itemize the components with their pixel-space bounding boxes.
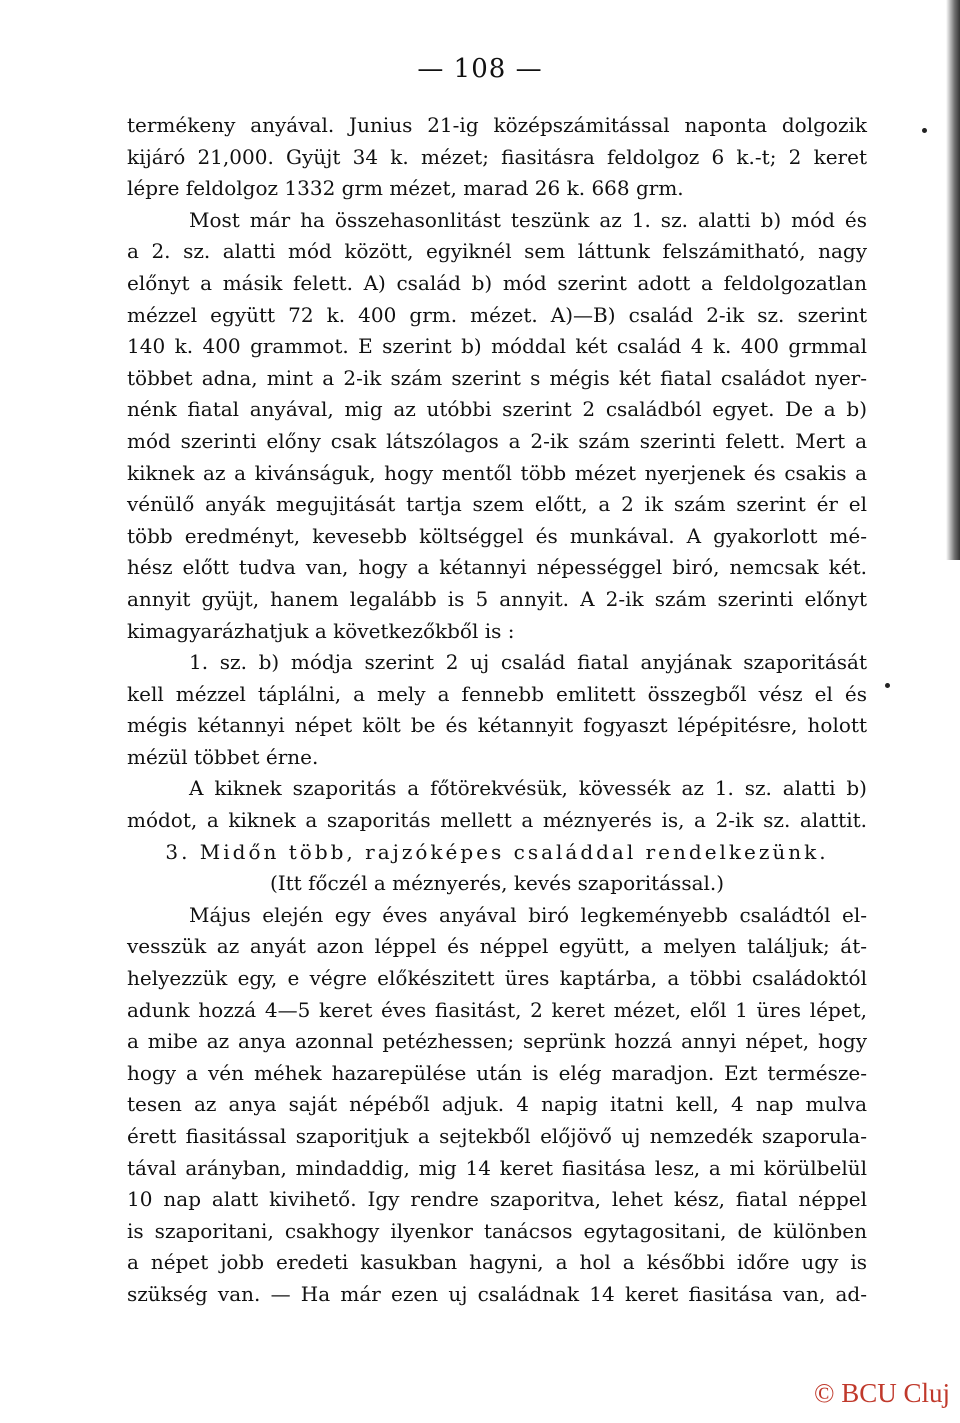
text-line: lépre feldolgoz 1332 grm mézet, marad 26 k. 668 grm.	[127, 176, 684, 201]
text-line: a mibe az anya azonnal petézhessen; seprünk hozzá annyi népet, hogy	[127, 1029, 867, 1054]
text-line: szükség van. — Ha már ezen uj családnak 14 keret fiasitása van, ad-	[127, 1281, 867, 1306]
body-text	[127, 110, 867, 1311]
text-line: helyezzük egy, e végre előkészitett üres kaptárba, a többi családoktól	[127, 966, 867, 991]
text-line: módot, a kiknek a szaporitás mellett a méznyerés is, a 2-ik sz. alattit.	[127, 808, 867, 833]
page-number: — 108 —	[417, 54, 543, 84]
text-line: mézül többet érne.	[127, 744, 319, 769]
scan-edge-shadow	[946, 0, 960, 560]
text-line: előnyt a másik felett. A) család b) mód szerint adott a feldolgozatlan	[127, 270, 867, 295]
text-line: tesen az anya saját népéből adjuk. 4 napig itatni kell, 4 nap mulva	[127, 1092, 867, 1117]
text-line: vénülő anyák megujitását tartja szem előtt, a 2 ik szám szerint ér el	[127, 492, 867, 517]
text-line: mód szerinti előny csak látszólagos a 2-ik szám szerinti felett. Mert a	[127, 428, 867, 453]
text-line: 140 k. 400 grammot. E szerint b) móddal két család 4 k. 400 grmmal	[127, 334, 867, 359]
text-line: hész előtt tudva van, hogy a kétannyi népességgel biró, nemcsak két.	[127, 555, 867, 580]
text-line: kimagyarázhatjuk a következőkből is :	[127, 618, 515, 643]
text-line: kiknek az a kivánságuk, hogy mentől több mézet nyerjenek és csakis a	[127, 460, 867, 485]
text-line: 1. sz. b) módja szerint 2 uj család fiatal anyjának szaporitását	[189, 650, 867, 675]
scan-speck	[922, 128, 927, 133]
section-heading: 3. Midőn több, rajzóképes családdal rendelkezünk.	[165, 839, 829, 864]
watermark: © BCU Cluj	[813, 1378, 950, 1408]
text-line: Május elején egy éves anyával biró legkeményebb családtól el-	[189, 902, 867, 927]
text-line: kijáró 21,000. Gyüjt 34 k. mézet; fiasitásra feldolgoz 6 k.-t; 2 keret	[127, 144, 867, 169]
text-line: a népet jobb eredeti kasukban hagyni, a hol a későbbi időre ugy is	[127, 1250, 867, 1275]
text-line: hogy a vén méhek hazarepülése után is elég maradjon. Ezt természe-	[127, 1060, 867, 1085]
text-line: A kiknek szaporitás a főtörekvésük, kövessék az 1. sz. alatti b)	[189, 776, 867, 801]
text-line: mégis kétannyi népet költ be és kétannyit fogyaszt lépépitésre, holott	[127, 713, 867, 738]
text-line: érett fiasitással szaporitjuk a sejtekből előjövő uj nemzedék szaporula-	[127, 1124, 867, 1148]
text-line: vesszük az anyát azon léppel és néppel együtt, a melyen találjuk; át-	[127, 934, 867, 959]
text-line: mézzel együtt 72 k. 400 grm. mézet. A)—B) család 2-ik sz. szerint	[127, 302, 867, 327]
text-line: annyit gyüjt, hanem legalább is 5 annyit. A 2-ik szám szerinti előnyt	[127, 586, 867, 611]
text-line: tával arányban, mindaddig, mig 14 keret fiasitása lesz, a mi körülbelül	[127, 1155, 867, 1180]
text-line: a 2. sz. alatti mód között, egyiknél sem láttunk felszámitható, nagy	[127, 239, 867, 264]
text-line: több eredményt, kevesebb költséggel és munkával. A gyakorlott mé-	[127, 523, 867, 548]
scan-speck	[885, 683, 890, 688]
text-line: is szaporitani, csakhogy ilyenkor tanácsos egytagositani, de különben	[127, 1218, 867, 1243]
text-line: termékeny anyával. Junius 21-ig középszámitással naponta dolgozik	[127, 113, 867, 137]
section-subheading: (Itt főczél a méznyerés, kevés szaporitással.)	[269, 871, 725, 896]
text-line: kell mézzel táplálni, a mely a fennebb emlitett összegből vész el és	[127, 681, 867, 706]
text-line: adunk hozzá 4—5 keret éves fiasitást, 2 keret mézet, elől 1 üres lépet,	[127, 997, 867, 1022]
text-line: többet adna, mint a 2-ik szám szerint s mégis két fiatal családot nyer-	[127, 365, 867, 390]
text-line: nénk fiatal anyával, mig az utóbbi szerint 2 családból egyet. De a b)	[127, 397, 867, 422]
text-line: 10 nap alatt kivihető. Igy rendre szaporitva, lehet kész, fiatal néppel	[127, 1187, 867, 1212]
text-line: Most már ha összehasonlitást teszünk az 1. sz. alatti b) mód és	[189, 207, 867, 232]
